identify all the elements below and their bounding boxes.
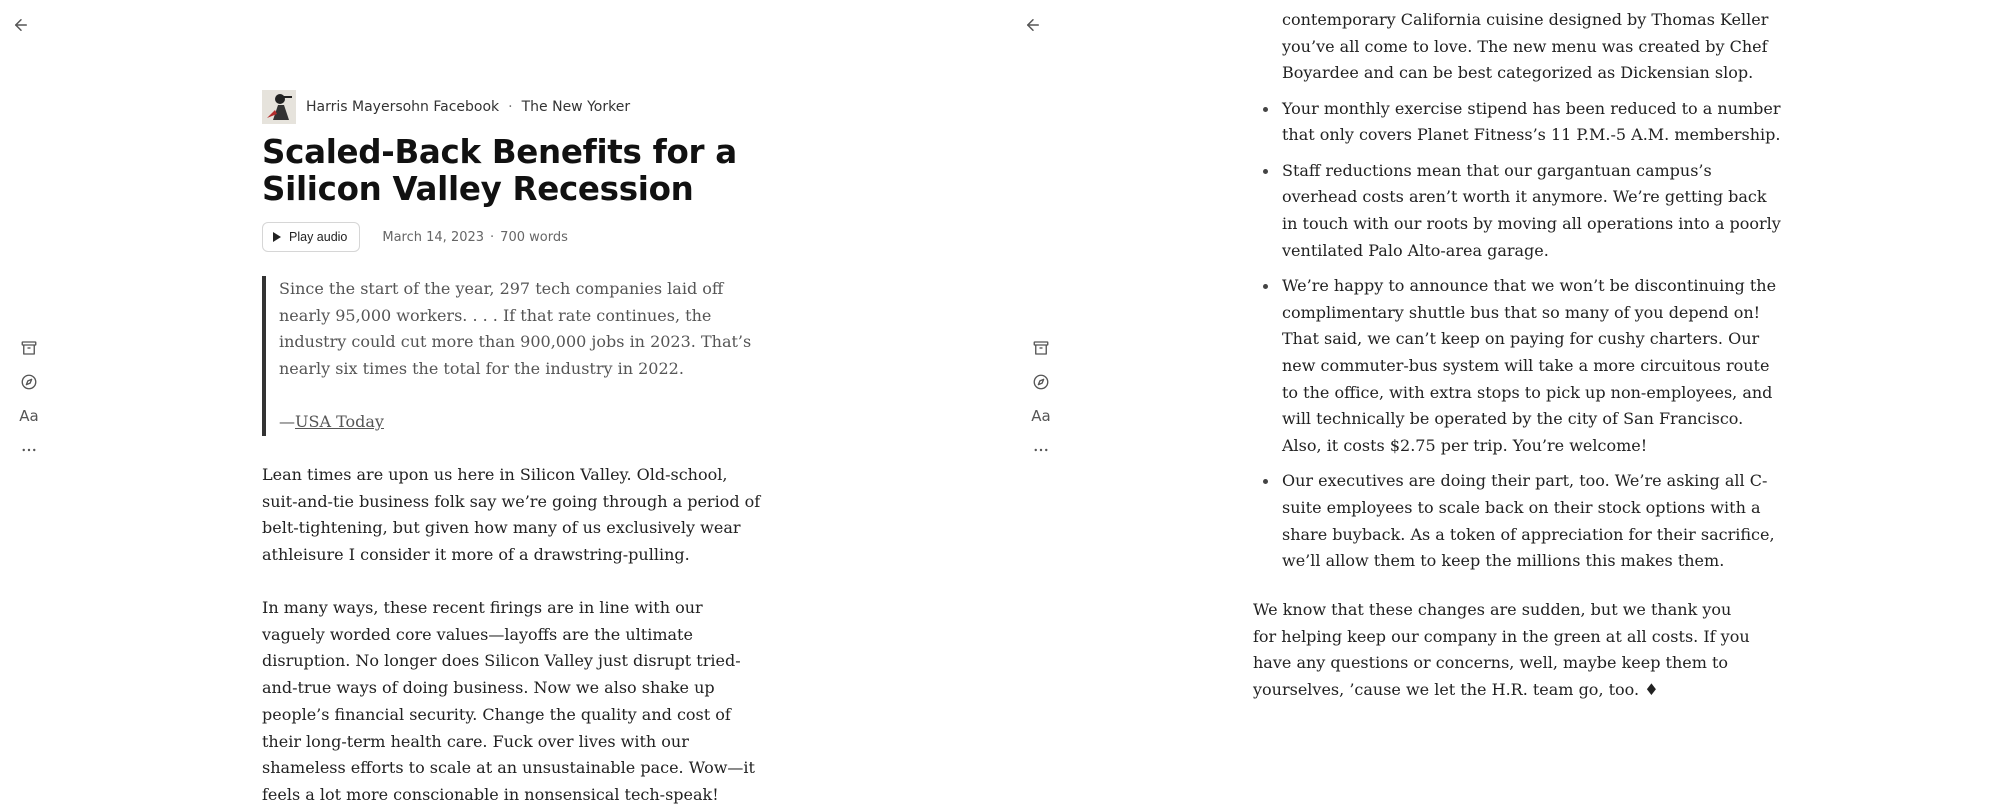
play-icon	[273, 232, 281, 242]
byline-separator: ·	[508, 99, 513, 115]
quote-source-link[interactable]: USA Today	[295, 411, 384, 431]
play-audio-label: Play audio	[289, 230, 348, 244]
word-count: 700 words	[500, 229, 568, 245]
epigraph-quote	[262, 276, 762, 436]
text-size-icon[interactable]: Aa	[1031, 407, 1051, 425]
list-item-continuation	[1282, 7, 1782, 87]
play-audio-button[interactable]	[262, 222, 360, 252]
article-date: March 14, 2023	[382, 229, 485, 245]
publication-name[interactable]: The New Yorker	[521, 99, 631, 115]
archive-icon[interactable]	[17, 336, 41, 360]
list-item	[1282, 7, 1782, 87]
list-item: Your monthly exercise stipend has been reduced to a number that only covers Planet Fitness’s 11 P.M.-5 A.M. membership.	[1282, 96, 1782, 149]
list-item-text: contemporary California cuisine designed by Thomas Keller you’ve all come to love. The new menu was created by Chef Boyardee and can be best categorized as Dickensian slop.	[1282, 10, 1769, 83]
compass-icon[interactable]	[17, 370, 41, 394]
article-meta	[382, 230, 567, 245]
list-item: Our executives are doing their part, too. We’re asking all C-suite employees to scale back on their stock options with a share buyback. As a token of appreciation for their sacrifice, we’ll allow them to keep the millions this makes them.	[1282, 468, 1782, 575]
reader-pane-left	[0, 0, 1000, 804]
more-options-icon[interactable]	[1029, 438, 1053, 462]
archive-icon[interactable]	[1029, 336, 1053, 360]
compass-icon[interactable]	[1029, 370, 1053, 394]
quote-dash: —	[279, 411, 295, 431]
meta-separator: ·	[490, 229, 495, 245]
list-item: Staff reductions mean that our gargantuan campus’s overhead costs aren’t worth it anymore. We’re getting back in touch with our roots by moving all operations into a poorly ventilated Palo Alto-area garage.	[1282, 158, 1782, 265]
audio-row	[262, 222, 568, 252]
more-options-icon[interactable]	[17, 438, 41, 462]
byline	[262, 90, 630, 124]
closing-paragraph: We know that these changes are sudden, but we thank you for helping keep our company in the green at all costs. If you have any questions or concerns, well, maybe keep them to yourselves, ’cause we let the H.R. team go, too. ♦	[1253, 600, 1750, 700]
quote-source	[279, 409, 762, 436]
article-paragraph: Lean times are upon us here in Silicon Valley. Old-school, suit-and-tie business folk say we’re going through a period of belt-tightening, but given how many of us exclusively wear athleisure I consider it more of a drawstring-pulling.	[262, 465, 761, 565]
author-name[interactable]: Harris Mayersohn Facebook	[306, 99, 500, 115]
list-item: We’re happy to announce that we won’t be discontinuing the complimentary shuttle bus that so many of you depend on! That said, we can’t keep on paying for cushy charters. Our new commuter-bus system will take a more circuitous route to the office, with extra stops to pick up non-employees, and will technically be operated by the city of San Francisco. Also, it costs $2.75 per trip. You’re welcome!	[1282, 273, 1782, 460]
memo-list	[1282, 0, 1782, 584]
publication-avatar	[262, 90, 296, 124]
text-size-icon[interactable]: Aa	[19, 407, 39, 425]
article-title: Scaled-Back Benefits for a Silicon Valley Recession	[262, 133, 737, 208]
back-arrow-icon[interactable]	[9, 13, 33, 37]
back-arrow-icon[interactable]	[1021, 13, 1045, 37]
article-paragraph: In many ways, these recent firings are in line with our vaguely worded core values—layoffs are the ultimate disruption. No longer does Silicon Valley just disrupt tried-and-true ways of doing business. Now we also shake up people’s financial security. Change the quality and cost of their long-term health care. Fuck over lives with our shameless efforts to scale at an unsustainable pace. Wow—it feels a lot more conscionable in nonsensical tech-speak!	[262, 598, 755, 804]
quote-text: Since the start of the year, 297 tech companies laid off nearly 95,000 workers. . . . If that rate continues, the industry could cut more than 900,000 jobs in 2023. That’s nearly six times the total for the industry in 2022.	[279, 279, 752, 379]
